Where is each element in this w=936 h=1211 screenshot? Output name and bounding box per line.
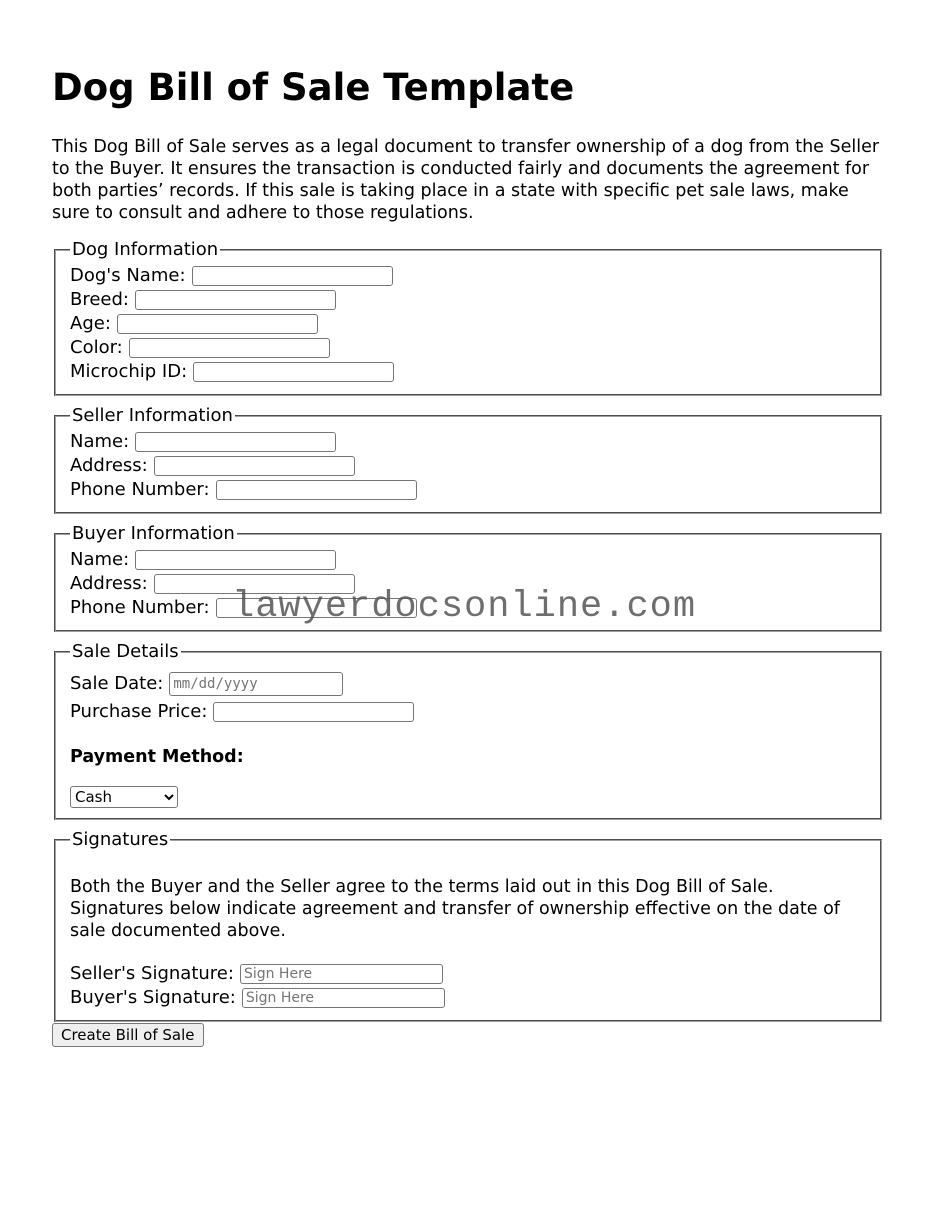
payment-method-select[interactable] <box>70 786 178 808</box>
seller-name-input[interactable] <box>135 432 336 452</box>
signatures-text: Both the Buyer and the Seller agree to the terms laid out in this Dog Bill of Sale. Signatures below indicate agreement and transfer of ownership effective on the date of sale documented above. <box>70 877 840 941</box>
seller-information-section <box>54 406 882 514</box>
age-input[interactable] <box>117 314 318 334</box>
breed-input[interactable] <box>135 290 336 310</box>
seller-signature-label: Seller's Signature: <box>70 963 234 984</box>
dog-name-input[interactable] <box>192 266 393 286</box>
microchip-input[interactable] <box>193 362 394 382</box>
buyer-information-legend: Buyer Information <box>72 523 235 544</box>
sale-details-legend: Sale Details <box>72 641 179 662</box>
buyer-signature-label: Buyer's Signature: <box>70 987 236 1008</box>
microchip-label: Microchip ID: <box>70 361 188 382</box>
buyer-address-label: Address: <box>70 573 148 594</box>
buyer-name-label: Name: <box>70 549 130 570</box>
age-label: Age: <box>70 313 111 334</box>
seller-information-legend: Seller Information <box>72 405 233 426</box>
purchase-price-input[interactable] <box>213 702 414 722</box>
buyer-phone-label: Phone Number: <box>70 597 210 618</box>
dog-information-section <box>54 240 882 396</box>
seller-address-input[interactable] <box>154 456 355 476</box>
color-input[interactable] <box>129 338 330 358</box>
seller-address-label: Address: <box>70 455 148 476</box>
sale-date-input[interactable] <box>169 672 343 696</box>
page-title: Dog Bill of Sale Template <box>52 66 575 109</box>
seller-phone-label: Phone Number: <box>70 479 210 500</box>
purchase-price-label: Purchase Price: <box>70 701 208 722</box>
payment-method-title: Payment Method: <box>70 747 244 767</box>
breed-label: Breed: <box>70 289 129 310</box>
seller-signature-input[interactable] <box>240 964 443 984</box>
signatures-section <box>54 830 882 1022</box>
buyer-name-input[interactable] <box>135 550 336 570</box>
buyer-address-input[interactable] <box>154 574 355 594</box>
watermark: lawyerdocsonline.com <box>232 586 697 628</box>
dog-name-label: Dog's Name: <box>70 265 186 286</box>
signatures-legend: Signatures <box>72 829 169 850</box>
sale-details-section <box>54 642 882 820</box>
dog-information-legend: Dog Information <box>72 239 219 260</box>
seller-phone-input[interactable] <box>216 480 417 500</box>
buyer-signature-input[interactable] <box>242 988 445 1008</box>
buyer-information-section <box>54 524 882 632</box>
sale-date-label: Sale Date: <box>70 673 164 694</box>
seller-name-label: Name: <box>70 431 130 452</box>
color-label: Color: <box>70 337 123 358</box>
page-content <box>52 64 884 1047</box>
intro-paragraph: This Dog Bill of Sale serves as a legal document to transfer ownership of a dog from the Seller to the Buyer. It ensures the transaction is conducted fairly and documents the agreement for both parties’ records. If this sale is taking place in a state with specific pet sale laws, make sure to consult and adhere to those regulations. <box>52 137 880 223</box>
buyer-phone-input[interactable] <box>216 598 417 618</box>
create-bill-button[interactable]: Create Bill of Sale <box>52 1023 204 1047</box>
